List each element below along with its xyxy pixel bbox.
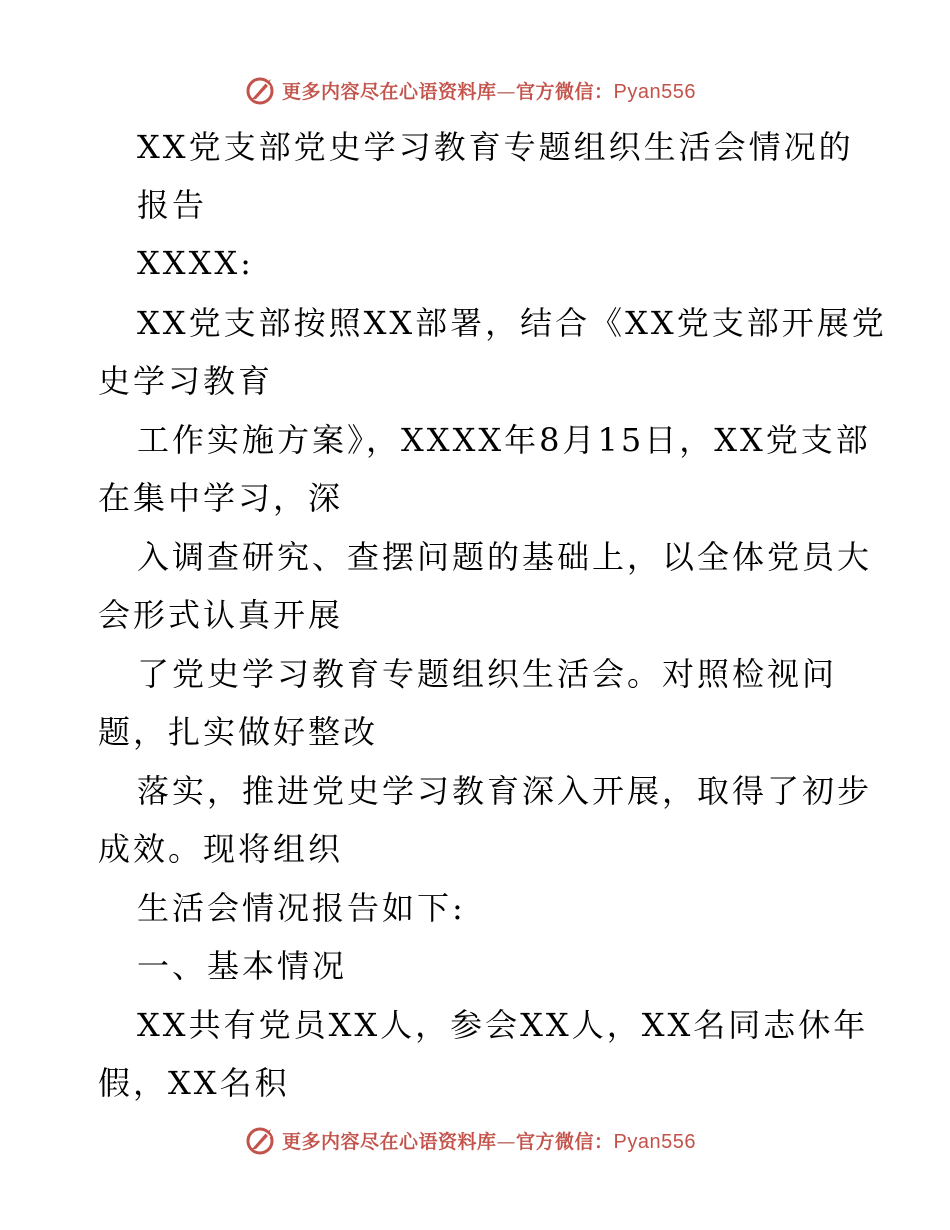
banner-label-text: 官方微信：	[516, 1130, 614, 1153]
banner-separator: —	[496, 80, 517, 103]
body-text-line: 在集中学习，深	[98, 479, 344, 517]
body-text-line: 假，XX名积	[98, 1064, 290, 1102]
banner-handle-text: Pyan556	[613, 1130, 696, 1153]
body-text-line: 入调查研究、查摆问题的基础上，以全体党员大	[137, 538, 873, 576]
banner-label-text: 官方微信：	[516, 80, 614, 103]
salutation-line: XXXX:	[137, 244, 254, 282]
document-title-line-1: XX党支部党史学习教育专题组织生活会情况的	[137, 128, 854, 166]
document-title-line-2: 报告	[137, 186, 208, 224]
body-text-line: 工作实施方案》，XXXX年8月15日，XX党支部	[137, 421, 871, 459]
body-text-line: 了党史学习教育专题组织生活会。对照检视问	[137, 655, 838, 693]
quill-pen-logo-icon	[244, 1123, 278, 1157]
banner-separator: —	[496, 1130, 517, 1153]
body-text-line: 生活会情况报告如下:	[137, 889, 466, 927]
banner-handle-text: Pyan556	[613, 80, 696, 103]
section-heading-line: 一、基本情况	[137, 947, 348, 985]
body-text-line: 题，扎实做好整改	[98, 713, 379, 751]
header-watermark-banner	[0, 70, 950, 110]
banner-brand-text: 更多内容尽在心语资料库	[282, 1130, 497, 1153]
banner-brand-text: 更多内容尽在心语资料库	[282, 80, 497, 103]
quill-pen-logo-icon	[244, 73, 278, 107]
body-text-line: XX共有党员XX人，参会XX人，XX名同志休年	[137, 1006, 869, 1044]
body-text-line: 成效。现将组织	[98, 830, 344, 868]
body-text-line: XX党支部按照XX部署，结合《XX党支部开展党	[137, 304, 887, 342]
body-text-line: 史学习教育	[98, 362, 274, 400]
body-text-line: 会形式认真开展	[98, 596, 344, 634]
footer-watermark-banner	[0, 1120, 950, 1160]
body-text-line: 落实，推进党史学习教育深入开展，取得了初步	[137, 772, 873, 810]
